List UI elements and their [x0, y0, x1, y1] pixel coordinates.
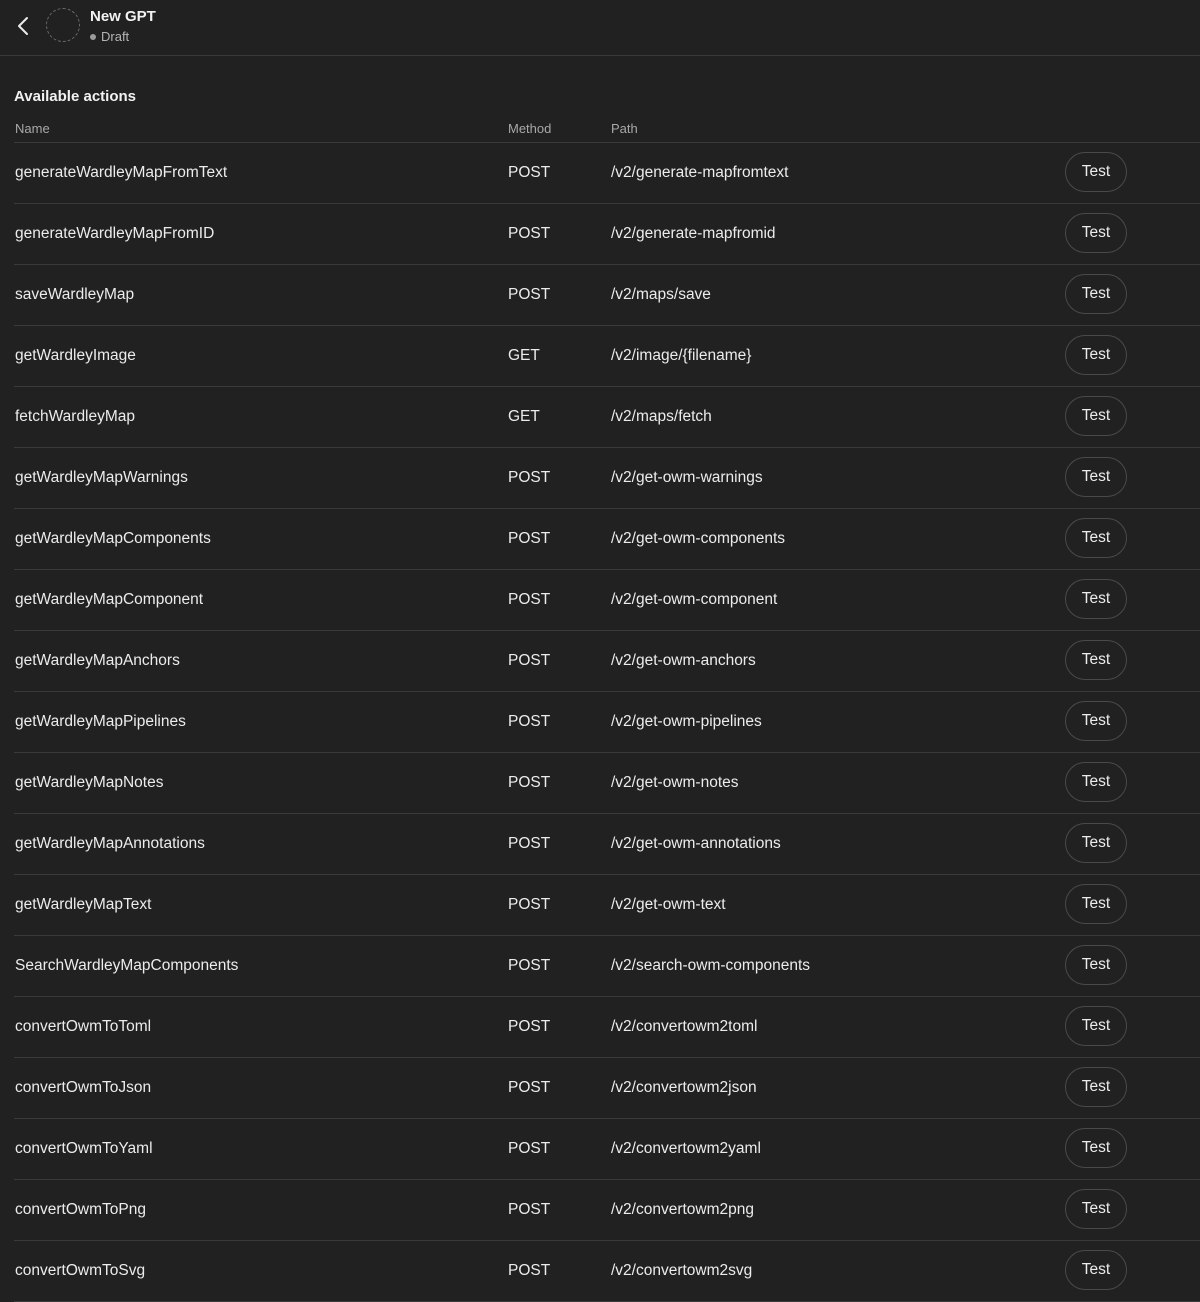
- action-path: /v2/convertowm2svg: [611, 1262, 753, 1279]
- test-button[interactable]: Test: [1065, 1006, 1127, 1046]
- action-path: /v2/get-owm-anchors: [611, 652, 756, 669]
- action-name: getWardleyMapAnchors: [15, 652, 180, 669]
- action-name: convertOwmToPng: [15, 1201, 146, 1218]
- action-name: saveWardleyMap: [15, 286, 135, 303]
- gpt-title: New GPT: [90, 8, 156, 25]
- action-path: /v2/get-owm-warnings: [611, 469, 763, 486]
- table-row: [14, 326, 1200, 387]
- action-path: /v2/image/{filename}: [611, 347, 752, 364]
- test-button[interactable]: Test: [1065, 945, 1127, 985]
- test-button[interactable]: Test: [1065, 701, 1127, 741]
- test-button[interactable]: Test: [1065, 823, 1127, 863]
- action-method: POST: [508, 1262, 551, 1279]
- table-row: [14, 204, 1200, 265]
- action-method: POST: [508, 896, 551, 913]
- test-button[interactable]: Test: [1065, 1067, 1127, 1107]
- action-path: /v2/search-owm-components: [611, 957, 810, 974]
- action-path: /v2/convertowm2yaml: [611, 1140, 761, 1157]
- table-body: [14, 143, 1200, 1302]
- action-name: getWardleyMapComponents: [15, 530, 211, 547]
- table-row: [14, 875, 1200, 936]
- gpt-avatar-placeholder[interactable]: [46, 8, 80, 42]
- action-path: /v2/generate-mapfromid: [611, 225, 776, 242]
- test-button[interactable]: Test: [1065, 1128, 1127, 1168]
- test-button[interactable]: Test: [1065, 335, 1127, 375]
- action-method: POST: [508, 591, 551, 608]
- action-name: generateWardleyMapFromText: [15, 164, 228, 181]
- action-method: POST: [508, 225, 551, 242]
- action-method: POST: [508, 835, 551, 852]
- table-row: [14, 1241, 1200, 1302]
- test-button[interactable]: Test: [1065, 518, 1127, 558]
- action-path: /v2/convertowm2toml: [611, 1018, 758, 1035]
- action-method: POST: [508, 774, 551, 791]
- test-button[interactable]: Test: [1065, 762, 1127, 802]
- action-method: POST: [508, 652, 551, 669]
- action-name: getWardleyMapNotes: [15, 774, 164, 791]
- gpt-status: [90, 29, 129, 44]
- action-name: SearchWardleyMapComponents: [15, 957, 239, 974]
- test-button[interactable]: Test: [1065, 274, 1127, 314]
- action-path: /v2/get-owm-components: [611, 530, 786, 547]
- test-button[interactable]: Test: [1065, 579, 1127, 619]
- action-name: convertOwmToYaml: [15, 1140, 153, 1157]
- table-row: [14, 631, 1200, 692]
- action-method: POST: [508, 469, 551, 486]
- available-actions-title: Available actions: [14, 88, 136, 105]
- action-path: /v2/get-owm-component: [611, 591, 778, 608]
- table-row: [14, 1058, 1200, 1119]
- test-button[interactable]: Test: [1065, 152, 1127, 192]
- action-path: /v2/get-owm-text: [611, 896, 726, 913]
- table-row: [14, 753, 1200, 814]
- action-method: POST: [508, 713, 551, 730]
- action-name: getWardleyMapAnnotations: [15, 835, 205, 852]
- action-name: convertOwmToSvg: [15, 1262, 146, 1279]
- action-method: GET: [508, 408, 540, 425]
- action-path: /v2/generate-mapfromtext: [611, 164, 789, 181]
- test-button[interactable]: Test: [1065, 396, 1127, 436]
- action-method: POST: [508, 1079, 551, 1096]
- table-row: [14, 692, 1200, 753]
- action-name: convertOwmToJson: [15, 1079, 152, 1096]
- chevron-left-icon: [16, 15, 30, 37]
- action-method: POST: [508, 286, 551, 303]
- table-row: [14, 936, 1200, 997]
- action-name: convertOwmToToml: [15, 1018, 152, 1035]
- action-method: POST: [508, 164, 551, 181]
- actions-table: [14, 118, 1200, 1302]
- column-header-path: Path: [611, 121, 638, 136]
- table-row: [14, 387, 1200, 448]
- test-button[interactable]: Test: [1065, 884, 1127, 924]
- action-path: /v2/maps/save: [611, 286, 711, 303]
- test-button[interactable]: Test: [1065, 213, 1127, 253]
- action-name: fetchWardleyMap: [15, 408, 136, 425]
- action-method: GET: [508, 347, 540, 364]
- test-button[interactable]: Test: [1065, 1189, 1127, 1229]
- action-path: /v2/maps/fetch: [611, 408, 712, 425]
- table-row: [14, 997, 1200, 1058]
- action-name: getWardleyImage: [15, 347, 136, 364]
- test-button[interactable]: Test: [1065, 1250, 1127, 1290]
- action-path: /v2/get-owm-pipelines: [611, 713, 762, 730]
- action-method: POST: [508, 1018, 551, 1035]
- action-method: POST: [508, 530, 551, 547]
- action-name: generateWardleyMapFromID: [15, 225, 215, 242]
- action-method: POST: [508, 1201, 551, 1218]
- action-method: POST: [508, 1140, 551, 1157]
- test-button[interactable]: Test: [1065, 457, 1127, 497]
- back-button[interactable]: [10, 12, 36, 40]
- action-path: /v2/get-owm-notes: [611, 774, 739, 791]
- table-row: [14, 265, 1200, 326]
- top-bar: [0, 0, 1200, 56]
- table-row: [14, 1119, 1200, 1180]
- action-name: getWardleyMapPipelines: [15, 713, 186, 730]
- action-name: getWardleyMapText: [15, 896, 152, 913]
- table-row: [14, 448, 1200, 509]
- table-row: [14, 509, 1200, 570]
- action-path: /v2/convertowm2png: [611, 1201, 755, 1218]
- table-row: [14, 570, 1200, 631]
- test-button[interactable]: Test: [1065, 640, 1127, 680]
- table-header: [14, 118, 1200, 143]
- action-path: /v2/get-owm-annotations: [611, 835, 781, 852]
- table-row: [14, 143, 1200, 204]
- action-method: POST: [508, 957, 551, 974]
- status-dot-icon: [90, 34, 96, 40]
- column-header-method: Method: [508, 121, 552, 136]
- action-name: getWardleyMapWarnings: [15, 469, 188, 486]
- action-name: getWardleyMapComponent: [15, 591, 204, 608]
- table-row: [14, 814, 1200, 875]
- action-path: /v2/convertowm2json: [611, 1079, 757, 1096]
- table-row: [14, 1180, 1200, 1241]
- status-label: Draft: [101, 29, 130, 44]
- column-header-name: Name: [15, 121, 50, 136]
